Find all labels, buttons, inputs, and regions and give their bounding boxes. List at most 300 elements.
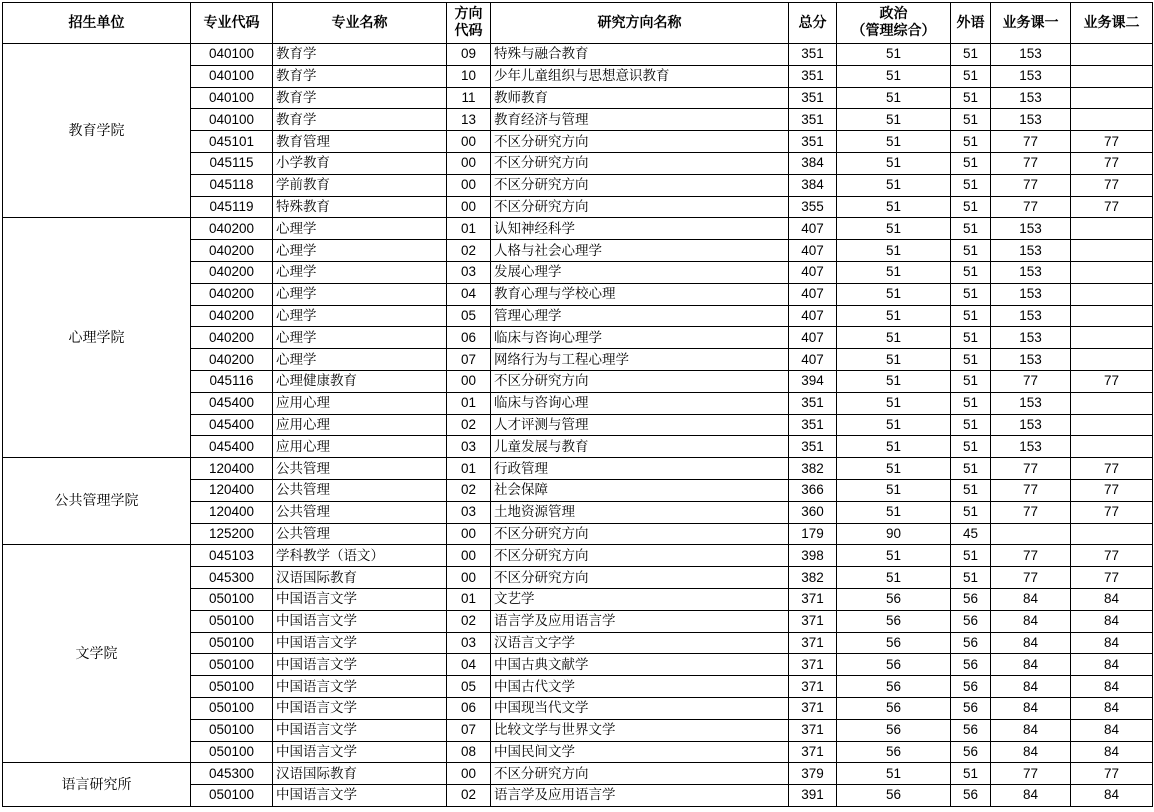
direction-name-cell: 社会保障 xyxy=(491,479,789,501)
header-row xyxy=(3,3,1153,44)
course-two-score-cell xyxy=(1071,109,1153,131)
major-name-cell: 公共管理 xyxy=(273,523,447,545)
major-code-cell: 050100 xyxy=(191,610,273,632)
direction-code-cell: 00 xyxy=(447,370,491,392)
course-one-score-cell: 84 xyxy=(991,632,1071,654)
direction-name-cell: 语言学及应用语言学 xyxy=(491,610,789,632)
total-score-cell: 351 xyxy=(789,392,837,414)
direction-name-cell: 特殊与融合教育 xyxy=(491,44,789,66)
direction-name-cell: 行政管理 xyxy=(491,458,789,480)
major-code-cell: 040200 xyxy=(191,349,273,371)
politics-score-cell: 51 xyxy=(837,545,951,567)
total-score-cell: 407 xyxy=(789,327,837,349)
direction-code-cell: 02 xyxy=(447,240,491,262)
politics-score-cell: 51 xyxy=(837,44,951,66)
header-foreign-language: 外语 xyxy=(951,3,991,44)
major-name-cell: 应用心理 xyxy=(273,414,447,436)
course-one-score-cell: 77 xyxy=(991,501,1071,523)
total-score-cell: 407 xyxy=(789,305,837,327)
direction-name-cell: 管理心理学 xyxy=(491,305,789,327)
direction-code-cell: 08 xyxy=(447,741,491,763)
course-one-score-cell: 77 xyxy=(991,174,1071,196)
total-score-cell: 355 xyxy=(789,196,837,218)
course-one-score-cell: 84 xyxy=(991,741,1071,763)
total-score-cell: 407 xyxy=(789,349,837,371)
direction-name-cell: 汉语言文字学 xyxy=(491,632,789,654)
politics-score-cell: 51 xyxy=(837,327,951,349)
total-score-cell: 371 xyxy=(789,741,837,763)
foreign-language-score-cell: 56 xyxy=(951,676,991,698)
course-one-score-cell: 84 xyxy=(991,610,1071,632)
politics-score-cell: 51 xyxy=(837,174,951,196)
direction-code-cell: 00 xyxy=(447,545,491,567)
politics-score-cell: 56 xyxy=(837,741,951,763)
total-score-cell: 407 xyxy=(789,240,837,262)
direction-code-cell: 07 xyxy=(447,349,491,371)
header-total: 总分 xyxy=(789,3,837,44)
course-one-score-cell: 84 xyxy=(991,785,1071,807)
table-row xyxy=(3,763,1153,785)
major-name-cell: 学前教育 xyxy=(273,174,447,196)
direction-code-cell: 00 xyxy=(447,196,491,218)
major-code-cell: 045116 xyxy=(191,370,273,392)
unit-cell: 语言研究所 xyxy=(3,763,191,807)
direction-code-cell: 03 xyxy=(447,501,491,523)
total-score-cell: 407 xyxy=(789,283,837,305)
direction-code-cell: 01 xyxy=(447,392,491,414)
direction-name-cell: 人才评测与管理 xyxy=(491,414,789,436)
major-code-cell: 040100 xyxy=(191,109,273,131)
major-name-cell: 心理学 xyxy=(273,349,447,371)
total-score-cell: 407 xyxy=(789,261,837,283)
direction-code-cell: 03 xyxy=(447,261,491,283)
direction-code-cell: 02 xyxy=(447,414,491,436)
foreign-language-score-cell: 51 xyxy=(951,109,991,131)
direction-code-cell: 09 xyxy=(447,44,491,66)
major-code-cell: 050100 xyxy=(191,588,273,610)
total-score-cell: 371 xyxy=(789,610,837,632)
total-score-cell: 351 xyxy=(789,44,837,66)
total-score-cell: 371 xyxy=(789,588,837,610)
course-one-score-cell: 77 xyxy=(991,763,1071,785)
course-one-score-cell: 153 xyxy=(991,218,1071,240)
major-name-cell: 中国语言文学 xyxy=(273,654,447,676)
major-code-cell: 050100 xyxy=(191,719,273,741)
major-name-cell: 公共管理 xyxy=(273,458,447,480)
major-code-cell: 050100 xyxy=(191,632,273,654)
course-two-score-cell: 84 xyxy=(1071,654,1153,676)
foreign-language-score-cell: 51 xyxy=(951,65,991,87)
foreign-language-score-cell: 56 xyxy=(951,632,991,654)
unit-cell: 心理学院 xyxy=(3,218,191,458)
course-two-score-cell: 77 xyxy=(1071,545,1153,567)
direction-code-cell: 00 xyxy=(447,174,491,196)
course-two-score-cell: 77 xyxy=(1071,196,1153,218)
direction-name-cell: 认知神经科学 xyxy=(491,218,789,240)
course-one-score-cell: 84 xyxy=(991,697,1071,719)
major-name-cell: 特殊教育 xyxy=(273,196,447,218)
direction-name-cell: 不区分研究方向 xyxy=(491,174,789,196)
header-course-one: 业务课一 xyxy=(991,3,1071,44)
major-name-cell: 教育学 xyxy=(273,87,447,109)
direction-name-cell: 临床与咨询心理 xyxy=(491,392,789,414)
direction-name-cell: 中国古代文学 xyxy=(491,676,789,698)
course-two-score-cell: 84 xyxy=(1071,676,1153,698)
foreign-language-score-cell: 56 xyxy=(951,610,991,632)
direction-name-cell: 不区分研究方向 xyxy=(491,131,789,153)
direction-code-cell: 00 xyxy=(447,523,491,545)
total-score-cell: 407 xyxy=(789,218,837,240)
course-one-score-cell: 153 xyxy=(991,44,1071,66)
course-two-score-cell: 77 xyxy=(1071,131,1153,153)
direction-name-cell: 中国古典文献学 xyxy=(491,654,789,676)
total-score-cell: 371 xyxy=(789,697,837,719)
major-code-cell: 040200 xyxy=(191,240,273,262)
major-code-cell: 040100 xyxy=(191,65,273,87)
foreign-language-score-cell: 56 xyxy=(951,654,991,676)
politics-score-cell: 51 xyxy=(837,261,951,283)
direction-code-cell: 01 xyxy=(447,218,491,240)
direction-name-cell: 教师教育 xyxy=(491,87,789,109)
course-one-score-cell: 77 xyxy=(991,458,1071,480)
major-code-cell: 045300 xyxy=(191,567,273,589)
total-score-cell: 384 xyxy=(789,174,837,196)
direction-name-cell: 临床与咨询心理学 xyxy=(491,327,789,349)
foreign-language-score-cell: 51 xyxy=(951,545,991,567)
course-one-score-cell: 77 xyxy=(991,370,1071,392)
course-two-score-cell: 84 xyxy=(1071,697,1153,719)
total-score-cell: 351 xyxy=(789,65,837,87)
direction-code-cell: 03 xyxy=(447,436,491,458)
direction-name-cell: 土地资源管理 xyxy=(491,501,789,523)
major-name-cell: 中国语言文学 xyxy=(273,785,447,807)
politics-score-cell: 51 xyxy=(837,65,951,87)
major-code-cell: 050100 xyxy=(191,654,273,676)
direction-code-cell: 02 xyxy=(447,479,491,501)
total-score-cell: 366 xyxy=(789,479,837,501)
major-name-cell: 汉语国际教育 xyxy=(273,763,447,785)
course-two-score-cell xyxy=(1071,218,1153,240)
course-one-score-cell: 153 xyxy=(991,349,1071,371)
major-name-cell: 应用心理 xyxy=(273,436,447,458)
course-two-score-cell xyxy=(1071,87,1153,109)
course-one-score-cell: 84 xyxy=(991,676,1071,698)
foreign-language-score-cell: 51 xyxy=(951,261,991,283)
foreign-language-score-cell: 56 xyxy=(951,719,991,741)
course-two-score-cell: 77 xyxy=(1071,174,1153,196)
foreign-language-score-cell: 51 xyxy=(951,763,991,785)
major-name-cell: 心理学 xyxy=(273,305,447,327)
foreign-language-score-cell: 51 xyxy=(951,458,991,480)
direction-code-cell: 00 xyxy=(447,567,491,589)
major-name-cell: 教育管理 xyxy=(273,131,447,153)
course-two-score-cell: 77 xyxy=(1071,479,1153,501)
course-one-score-cell: 153 xyxy=(991,283,1071,305)
course-one-score-cell: 153 xyxy=(991,65,1071,87)
direction-name-cell: 教育经济与管理 xyxy=(491,109,789,131)
politics-score-cell: 51 xyxy=(837,109,951,131)
direction-code-cell: 06 xyxy=(447,327,491,349)
major-code-cell: 040100 xyxy=(191,87,273,109)
course-one-score-cell: 77 xyxy=(991,567,1071,589)
major-name-cell: 学科教学（语文） xyxy=(273,545,447,567)
major-code-cell: 050100 xyxy=(191,741,273,763)
course-two-score-cell xyxy=(1071,349,1153,371)
politics-score-cell: 56 xyxy=(837,588,951,610)
total-score-cell: 382 xyxy=(789,458,837,480)
major-code-cell: 045300 xyxy=(191,763,273,785)
politics-score-cell: 56 xyxy=(837,610,951,632)
direction-code-cell: 04 xyxy=(447,283,491,305)
total-score-cell: 351 xyxy=(789,436,837,458)
direction-code-cell: 02 xyxy=(447,785,491,807)
header-course-two: 业务课二 xyxy=(1071,3,1153,44)
course-two-score-cell: 77 xyxy=(1071,763,1153,785)
course-two-score-cell xyxy=(1071,414,1153,436)
direction-code-cell: 02 xyxy=(447,610,491,632)
direction-code-cell: 05 xyxy=(447,305,491,327)
foreign-language-score-cell: 51 xyxy=(951,370,991,392)
table-row xyxy=(3,44,1153,66)
course-one-score-cell: 153 xyxy=(991,240,1071,262)
table-row xyxy=(3,458,1153,480)
course-two-score-cell: 84 xyxy=(1071,741,1153,763)
major-code-cell: 045119 xyxy=(191,196,273,218)
foreign-language-score-cell: 51 xyxy=(951,240,991,262)
politics-score-cell: 51 xyxy=(837,392,951,414)
course-two-score-cell: 77 xyxy=(1071,152,1153,174)
foreign-language-score-cell: 51 xyxy=(951,283,991,305)
politics-score-cell: 90 xyxy=(837,523,951,545)
course-two-score-cell xyxy=(1071,240,1153,262)
politics-score-cell: 56 xyxy=(837,697,951,719)
foreign-language-score-cell: 51 xyxy=(951,567,991,589)
course-two-score-cell xyxy=(1071,392,1153,414)
foreign-language-score-cell: 51 xyxy=(951,44,991,66)
foreign-language-score-cell: 51 xyxy=(951,501,991,523)
total-score-cell: 371 xyxy=(789,719,837,741)
politics-score-cell: 51 xyxy=(837,283,951,305)
major-name-cell: 心理学 xyxy=(273,218,447,240)
major-name-cell: 中国语言文学 xyxy=(273,741,447,763)
total-score-cell: 351 xyxy=(789,109,837,131)
direction-name-cell: 不区分研究方向 xyxy=(491,370,789,392)
foreign-language-score-cell: 51 xyxy=(951,349,991,371)
header-direction-code: 方向 代码 xyxy=(447,3,491,44)
foreign-language-score-cell: 51 xyxy=(951,436,991,458)
direction-name-cell: 比较文学与世界文学 xyxy=(491,719,789,741)
foreign-language-score-cell: 51 xyxy=(951,152,991,174)
course-two-score-cell xyxy=(1071,436,1153,458)
major-code-cell: 045101 xyxy=(191,131,273,153)
direction-code-cell: 00 xyxy=(447,763,491,785)
direction-name-cell: 语言学及应用语言学 xyxy=(491,785,789,807)
politics-score-cell: 51 xyxy=(837,370,951,392)
direction-name-cell: 不区分研究方向 xyxy=(491,152,789,174)
course-one-score-cell: 153 xyxy=(991,392,1071,414)
course-two-score-cell xyxy=(1071,283,1153,305)
course-two-score-cell: 84 xyxy=(1071,785,1153,807)
major-code-cell: 045103 xyxy=(191,545,273,567)
major-name-cell: 心理学 xyxy=(273,283,447,305)
politics-score-cell: 51 xyxy=(837,479,951,501)
direction-name-cell: 中国现当代文学 xyxy=(491,697,789,719)
course-two-score-cell: 84 xyxy=(1071,588,1153,610)
politics-score-cell: 51 xyxy=(837,218,951,240)
foreign-language-score-cell: 51 xyxy=(951,479,991,501)
major-code-cell: 120400 xyxy=(191,501,273,523)
foreign-language-score-cell: 51 xyxy=(951,414,991,436)
politics-score-cell: 51 xyxy=(837,240,951,262)
major-code-cell: 045115 xyxy=(191,152,273,174)
politics-score-cell: 56 xyxy=(837,719,951,741)
total-score-cell: 371 xyxy=(789,654,837,676)
foreign-language-score-cell: 51 xyxy=(951,131,991,153)
foreign-language-score-cell: 56 xyxy=(951,741,991,763)
direction-name-cell: 不区分研究方向 xyxy=(491,545,789,567)
major-name-cell: 心理学 xyxy=(273,261,447,283)
foreign-language-score-cell: 51 xyxy=(951,327,991,349)
major-code-cell: 040200 xyxy=(191,283,273,305)
politics-score-cell: 51 xyxy=(837,436,951,458)
total-score-cell: 360 xyxy=(789,501,837,523)
course-one-score-cell: 77 xyxy=(991,131,1071,153)
table-row xyxy=(3,218,1153,240)
course-two-score-cell xyxy=(1071,44,1153,66)
major-code-cell: 120400 xyxy=(191,458,273,480)
foreign-language-score-cell: 51 xyxy=(951,305,991,327)
course-one-score-cell: 84 xyxy=(991,719,1071,741)
total-score-cell: 351 xyxy=(789,414,837,436)
course-one-score-cell: 153 xyxy=(991,436,1071,458)
course-one-score-cell: 153 xyxy=(991,305,1071,327)
major-code-cell: 045400 xyxy=(191,414,273,436)
major-code-cell: 040200 xyxy=(191,261,273,283)
major-code-cell: 045118 xyxy=(191,174,273,196)
unit-cell: 教育学院 xyxy=(3,44,191,218)
unit-cell: 文学院 xyxy=(3,545,191,763)
course-one-score-cell: 77 xyxy=(991,479,1071,501)
major-code-cell: 040100 xyxy=(191,44,273,66)
major-code-cell: 120400 xyxy=(191,479,273,501)
course-one-score-cell: 153 xyxy=(991,109,1071,131)
direction-name-cell: 少年儿童组织与思想意识教育 xyxy=(491,65,789,87)
score-table xyxy=(2,2,1153,807)
major-name-cell: 中国语言文学 xyxy=(273,588,447,610)
major-name-cell: 中国语言文学 xyxy=(273,676,447,698)
course-two-score-cell: 84 xyxy=(1071,632,1153,654)
major-name-cell: 中国语言文学 xyxy=(273,632,447,654)
foreign-language-score-cell: 51 xyxy=(951,174,991,196)
direction-code-cell: 01 xyxy=(447,458,491,480)
foreign-language-score-cell: 56 xyxy=(951,588,991,610)
course-two-score-cell: 84 xyxy=(1071,610,1153,632)
direction-code-cell: 00 xyxy=(447,131,491,153)
politics-score-cell: 51 xyxy=(837,567,951,589)
foreign-language-score-cell: 51 xyxy=(951,87,991,109)
header-major-name: 专业名称 xyxy=(273,3,447,44)
politics-score-cell: 56 xyxy=(837,676,951,698)
politics-score-cell: 51 xyxy=(837,501,951,523)
course-two-score-cell: 77 xyxy=(1071,370,1153,392)
politics-score-cell: 51 xyxy=(837,131,951,153)
direction-name-cell: 不区分研究方向 xyxy=(491,567,789,589)
foreign-language-score-cell: 56 xyxy=(951,697,991,719)
major-code-cell: 040200 xyxy=(191,218,273,240)
major-name-cell: 应用心理 xyxy=(273,392,447,414)
direction-code-cell: 01 xyxy=(447,588,491,610)
course-two-score-cell xyxy=(1071,523,1153,545)
politics-score-cell: 56 xyxy=(837,632,951,654)
politics-score-cell: 56 xyxy=(837,654,951,676)
unit-cell: 公共管理学院 xyxy=(3,458,191,545)
header-unit: 招生单位 xyxy=(3,3,191,44)
direction-code-cell: 07 xyxy=(447,719,491,741)
major-code-cell: 040200 xyxy=(191,305,273,327)
politics-score-cell: 51 xyxy=(837,349,951,371)
direction-name-cell: 教育心理与学校心理 xyxy=(491,283,789,305)
direction-code-cell: 06 xyxy=(447,697,491,719)
total-score-cell: 382 xyxy=(789,567,837,589)
major-name-cell: 汉语国际教育 xyxy=(273,567,447,589)
direction-name-cell: 儿童发展与教育 xyxy=(491,436,789,458)
major-code-cell: 050100 xyxy=(191,676,273,698)
major-name-cell: 公共管理 xyxy=(273,479,447,501)
total-score-cell: 394 xyxy=(789,370,837,392)
politics-score-cell: 51 xyxy=(837,152,951,174)
course-two-score-cell xyxy=(1071,327,1153,349)
course-two-score-cell xyxy=(1071,305,1153,327)
major-name-cell: 心理健康教育 xyxy=(273,370,447,392)
politics-score-cell: 51 xyxy=(837,458,951,480)
politics-score-cell: 51 xyxy=(837,414,951,436)
course-one-score-cell xyxy=(991,523,1071,545)
header-direction-name: 研究方向名称 xyxy=(491,3,789,44)
total-score-cell: 391 xyxy=(789,785,837,807)
major-name-cell: 中国语言文学 xyxy=(273,610,447,632)
major-code-cell: 045400 xyxy=(191,436,273,458)
major-name-cell: 中国语言文学 xyxy=(273,697,447,719)
direction-code-cell: 13 xyxy=(447,109,491,131)
major-name-cell: 小学教育 xyxy=(273,152,447,174)
course-two-score-cell: 84 xyxy=(1071,719,1153,741)
course-two-score-cell: 77 xyxy=(1071,458,1153,480)
major-code-cell: 050100 xyxy=(191,785,273,807)
major-code-cell: 125200 xyxy=(191,523,273,545)
total-score-cell: 379 xyxy=(789,763,837,785)
direction-name-cell: 网络行为与工程心理学 xyxy=(491,349,789,371)
foreign-language-score-cell: 56 xyxy=(951,785,991,807)
direction-code-cell: 10 xyxy=(447,65,491,87)
course-one-score-cell: 153 xyxy=(991,87,1071,109)
direction-code-cell: 04 xyxy=(447,654,491,676)
foreign-language-score-cell: 45 xyxy=(951,523,991,545)
total-score-cell: 384 xyxy=(789,152,837,174)
major-name-cell: 教育学 xyxy=(273,109,447,131)
politics-score-cell: 56 xyxy=(837,785,951,807)
foreign-language-score-cell: 51 xyxy=(951,392,991,414)
total-score-cell: 371 xyxy=(789,676,837,698)
direction-name-cell: 人格与社会心理学 xyxy=(491,240,789,262)
direction-code-cell: 11 xyxy=(447,87,491,109)
table-body xyxy=(3,44,1153,807)
politics-score-cell: 51 xyxy=(837,87,951,109)
direction-name-cell: 不区分研究方向 xyxy=(491,196,789,218)
total-score-cell: 351 xyxy=(789,131,837,153)
total-score-cell: 351 xyxy=(789,87,837,109)
course-two-score-cell xyxy=(1071,65,1153,87)
major-name-cell: 心理学 xyxy=(273,240,447,262)
